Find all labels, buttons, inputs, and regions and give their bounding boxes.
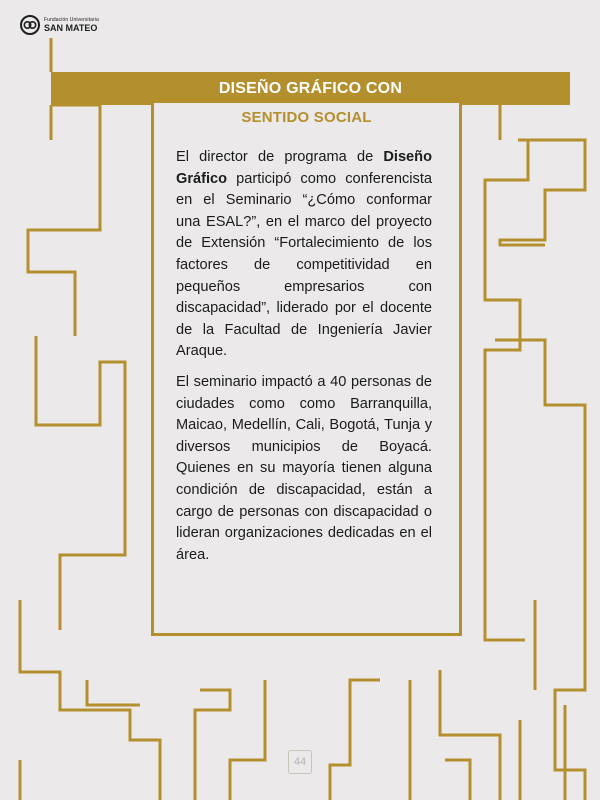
paragraph-1-bold: Diseño Gráfico bbox=[176, 149, 432, 187]
paragraph-1-end: participó como conferencista en el Seminario “¿Cómo conformar una ESAL?”, en el marco del proyecto de Extensión “Fortalecimiento de los factores de competitividad en pequeños empresarios con discapacidad”, liderado por el docente de la Facultad de Ingeniería Javier Araque. bbox=[176, 170, 432, 360]
logo-small-text: Fundación Universitaria bbox=[44, 16, 99, 23]
article-box bbox=[151, 103, 462, 636]
logo-big-text: SAN MATEO bbox=[44, 22, 98, 33]
paragraph-1 bbox=[176, 147, 432, 363]
paragraph-2: El seminario impactó a 40 personas de ciudades como como Barranquilla, Maicao, Medellín, Cali, Bogotá, Tunja y diversos municipios de Boyacá. Quienes en su mayoría tienen alguna condición de discapacidad, están a cargo de personas con discapacidad o lideran organizaciones dedicadas en el área. bbox=[176, 373, 432, 563]
page-title: DISEÑO GRÁFICO CON bbox=[218, 79, 403, 97]
page-number: 44 bbox=[288, 750, 312, 774]
article-body bbox=[176, 147, 432, 575]
paragraph-1-start: El director de programa de bbox=[176, 149, 384, 165]
title-bar bbox=[51, 72, 570, 105]
logo-text bbox=[44, 18, 99, 33]
page-subtitle: SENTIDO SOCIAL bbox=[241, 109, 372, 126]
logo bbox=[20, 15, 99, 35]
logo-mark-icon bbox=[20, 15, 40, 35]
